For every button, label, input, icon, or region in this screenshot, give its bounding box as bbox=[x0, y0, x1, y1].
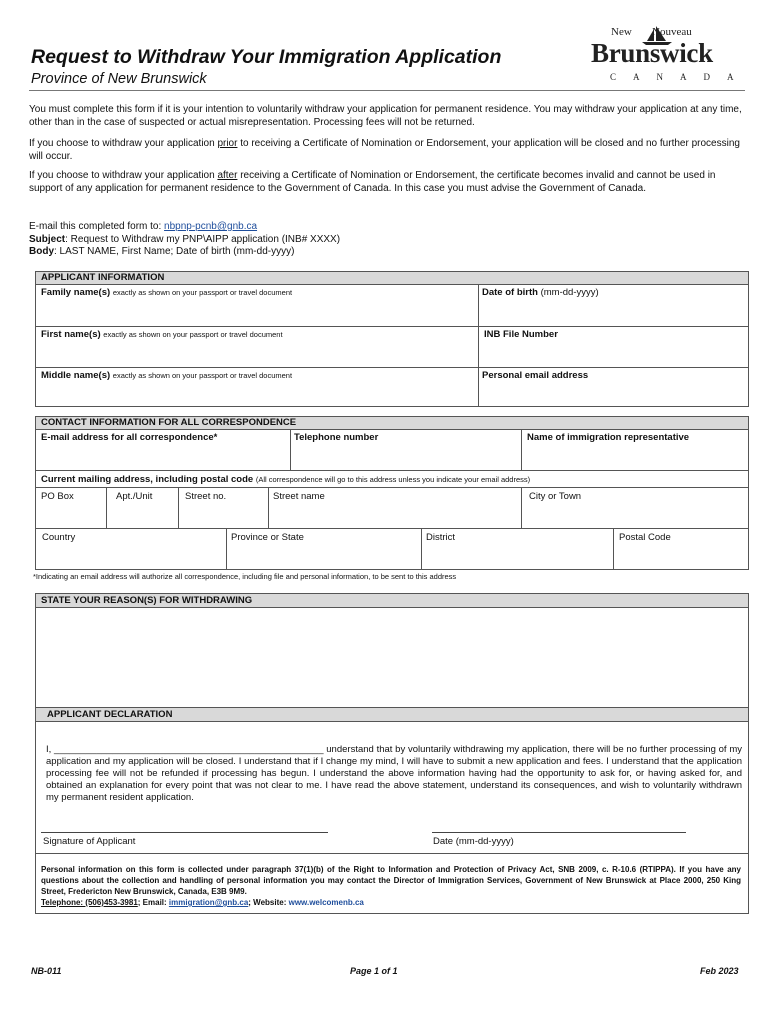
intro-paragraph-2: If you choose to withdraw your application prior to receiving a Certificate of Nomination or Endorsement, your application will be closed and no further processing will occur. bbox=[29, 138, 740, 162]
declaration-section-header: APPLICANT DECLARATION bbox=[36, 707, 748, 722]
date-label: Date (mm-dd-yyyy) bbox=[433, 836, 514, 847]
intro-paragraph-1: You must complete this form if it is your intention to voluntarily withdraw your application for permanent residence. You may withdraw your application at any time, other than in the case of suspected or actual misrepresentation. Processing fees will not be returned. bbox=[29, 104, 742, 128]
first-name-field[interactable]: First name(s) exactly as shown on your passport or travel document bbox=[41, 329, 283, 340]
dob-field[interactable]: Date of birth (mm-dd-yyyy) bbox=[482, 287, 599, 298]
page-title: Request to Withdraw Your Immigration Application bbox=[31, 46, 502, 68]
nb-logo bbox=[590, 24, 751, 84]
applicant-section-header: APPLICANT INFORMATION bbox=[36, 272, 748, 285]
declaration-text: I, ___________________________________________________ understand that by voluntarily withdrawing my application, there will be no further processing of my application and my application will be closed. I understand that if I change my mind, I will have to submit a new application and fees. I understand that the application processing fee will not be refunded if processing has begun. I understand the above information having had the opportunity to ask for, or having asked for, and obtained an explanation for every point that was not clear to me. I have read the above statement, understand its consequences, and wish to voluntarily withdrawn my permanent resident application. bbox=[46, 744, 742, 803]
header-divider bbox=[29, 90, 745, 91]
personal-email-field[interactable]: Personal email address bbox=[482, 370, 589, 381]
street-number-field[interactable]: Street no. bbox=[185, 491, 227, 502]
date-line[interactable] bbox=[432, 832, 686, 833]
page-subtitle: Province of New Brunswick bbox=[31, 71, 207, 87]
email-instructions: E-mail this completed form to: nbpnp-pcnb@gnb.ca Subject: Request to Withdraw my PNP\AIPP application (INB# XXXX) Body: LAST NAME, First Name; Date of birth (mm-dd-yyyy) bbox=[29, 221, 341, 257]
privacy-notice: Personal information on this form is collected under paragraph 37(1)(b) of the Right to Information and Protection of Privacy Act, SNB 2009, c. R-10.6 (RTIPPA). If you have any questions about the collection and handling of personal information you may contact the Director of Immigration Services, Government of New Brunswick at Place 2000, 250 King Street, Fredericton New Brunswick, Canada, E3B 9M9. Telephone: (506)453-3981; Email: immigration@gnb.ca; Website: www.welcomenb.ca bbox=[41, 865, 741, 907]
province-field[interactable]: Province or State bbox=[231, 532, 304, 543]
apt-unit-field[interactable]: Apt./Unit bbox=[116, 491, 153, 502]
correspondence-email-field[interactable]: E-mail address for all correspondence* bbox=[41, 432, 218, 443]
reasons-section-header: STATE YOUR REASON(S) FOR WITHDRAWING bbox=[36, 594, 748, 608]
street-name-field[interactable]: Street name bbox=[273, 491, 325, 502]
logo-canada: CANADA bbox=[610, 72, 751, 82]
logo-brunswick: Brunswick bbox=[591, 38, 713, 68]
email-authorization-note: *Indicating an email address will authorize all correspondence, including file and personal information, to be sent to this address bbox=[33, 572, 457, 581]
page-number: Page 1 of 1 bbox=[350, 966, 398, 976]
signature-line[interactable] bbox=[41, 832, 328, 833]
family-name-field[interactable]: Family name(s) exactly as shown on your passport or travel document bbox=[41, 287, 293, 298]
postal-code-field[interactable]: Postal Code bbox=[619, 532, 671, 543]
contact-section bbox=[35, 416, 749, 570]
district-field[interactable]: District bbox=[426, 532, 456, 543]
po-box-field[interactable]: PO Box bbox=[41, 491, 74, 502]
contact-section-header: CONTACT INFORMATION FOR ALL CORRESPONDENCE bbox=[36, 417, 748, 430]
country-field[interactable]: Country bbox=[42, 532, 76, 543]
intro-paragraph-3: If you choose to withdraw your application after receiving a Certificate of Nomination or Endorsement, the certificate becomes invalid and cannot be used in support of any application for permanent residence to the Government of Canada. In this case you must advise the Government of Canada. bbox=[29, 170, 716, 194]
representative-field[interactable]: Name of immigration representative bbox=[527, 432, 690, 443]
privacy-website-link[interactable]: www.welcomenb.ca bbox=[288, 898, 364, 907]
applicant-section bbox=[35, 271, 749, 407]
privacy-phone: Telephone: (506)453-3981 bbox=[41, 898, 138, 907]
mailing-address-label: Current mailing address, including postal code (All correspondence will go to this address unless you indicate your email address) bbox=[41, 474, 531, 485]
logo-new: New bbox=[611, 26, 632, 38]
privacy-email-link[interactable]: immigration@gnb.ca bbox=[168, 898, 249, 907]
form-number: NB-011 bbox=[31, 966, 62, 976]
telephone-field[interactable]: Telephone number bbox=[294, 432, 379, 443]
inb-file-number-field[interactable]: INB File Number bbox=[484, 329, 558, 340]
email-link[interactable]: nbpnp-pcnb@gnb.ca bbox=[164, 221, 258, 232]
logo-nouveau: Nouveau bbox=[652, 26, 692, 38]
form-date: Feb 2023 bbox=[700, 966, 739, 976]
city-field[interactable]: City or Town bbox=[529, 491, 582, 502]
middle-name-field[interactable]: Middle name(s) exactly as shown on your passport or travel document bbox=[41, 370, 293, 381]
reasons-textarea[interactable] bbox=[36, 608, 748, 698]
signature-label: Signature of Applicant bbox=[43, 836, 136, 847]
applicant-name-blank[interactable]: ___________________________________________________ bbox=[54, 744, 324, 755]
